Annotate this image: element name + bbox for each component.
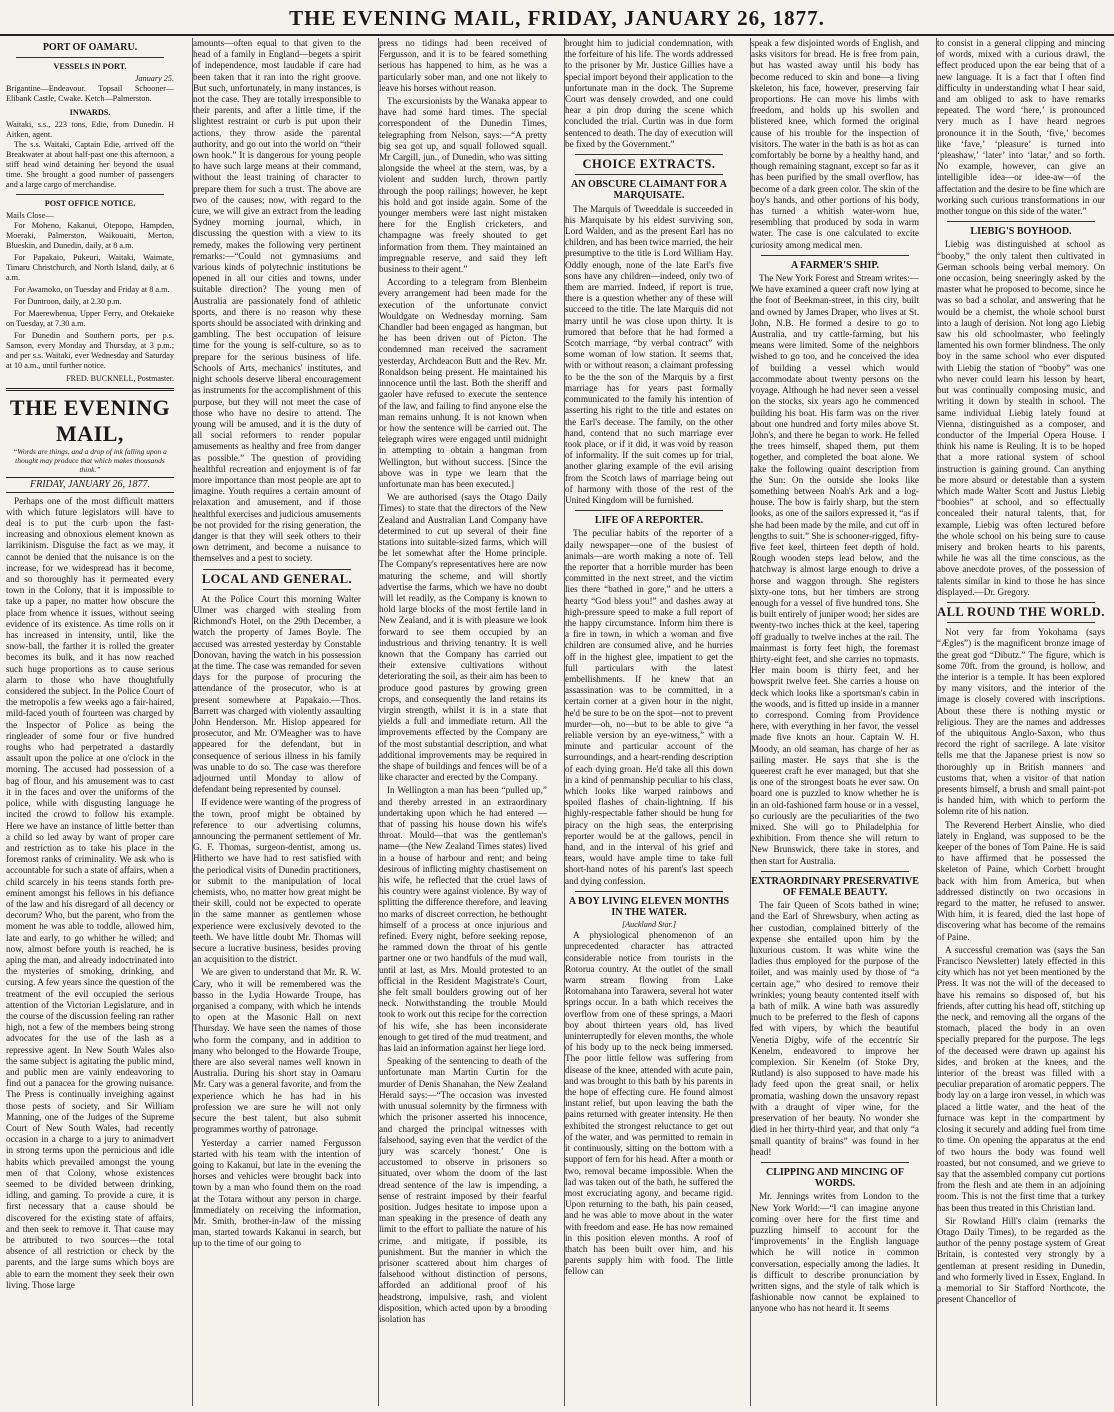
columns [6,38,1108,1406]
local-paragraph: We are authorised (says the Otago Daily Times) to state that the directors of the New Zealand and Australian Land Company have determined to cut up several of their fine stations into suitable-sized farms, which will be let somewhat after the Home principle. The Company's representatives here are now maturing the scheme, and will shortly advertise the farms, which we have no doubt will let readily, as the Company is known to hold large blocks of the most fertile land in New Zealand, and it is with pleasure we look forward to see them occupied by an industrious and thriving tenantry. It is well known that the Company has carried out their extensive cultivations without deteriorating the soil, as their aim has been to produce good pastures by growing green crops, and consequently the land retains its virgin strength, whilst it is in a state that yields a full and immediate return. All the improvements effected by the Company are of the most substantial description, and what additional improvements may be required in the shape of buildings and fences will be of a like character and erected by the Company. [379,492,547,783]
article-body: The fair Queen of Scots bathed in wine; and the Earl of Shrewsbury, when acting as her custodian, complained bitterly of the expense she entailed upon him by the luxurious custom. It was white wine the ladies thus employed for the purpose of the toilet, and was mainly used by those of “a certain age,” who desired to remove their wrinkles; young beauty contented itself with a bath of milk. A wine bath was assuredly much to be preferred to the flesh of capons fed with vipers, by which the beautiful Venetia Digby, wife of the eccentric Sir Kenelm, endeavored to improve her complexion. Sir Kenelm (of Stoke Dry, Rutland) is also supposed to have made his lady feed upon the great snail, or helix promatia, washing down the unsavory repast with a draught of viper wine, for the preservation of her beauty. No wonder she died in her thirty-third year, and that only “a small quantity of brains” was found in her head! [751,900,919,1157]
po-line: For Duntroon, daily, at 2.30 p.m. [14,297,122,307]
po-line: Mails Close— [6,211,54,221]
column-4 [564,38,733,1406]
article-title: AN OBSCURE CLAIMANT FOR A MARQUISATE. [571,179,727,202]
article-body: Mr. Jennings writes from London to the New York World:—“I can imagine anyone coming over here for the first time and puzzling himself to account for the ‘improvements’ in the English language which he will notice in common conversation, especially among the ladies. It is difficult to describe pronunciation by written signs, and the style of talk which is fashionable now cannot be explained to anyone who has not heard it. It seems [751,1191,919,1314]
po-line: For Awamoko, on Tuesday and Friday at 8 a.m. [14,285,170,295]
article-title: A BOY LIVING ELEVEN MONTHS IN THE WATER. [568,895,730,919]
leader-continued: amounts—often equal to that given to the head of a family in England—begets a spirit of independence, most laudable if care had been taken that it ran into the right groove. But such, unfortunately, in many instances, is not the case. They are totally irresponsible to their parents, and after a little time, if the slightest restraint or curb is put upon their actions, they throw aside the parental authority, and go out into the world on “their own hook.” It is dangerous for young people to have such large means at their command, without the least training of character to prepare them for such a trust. The above are two of the causes; now, with regard to the cure, we will give an extract from the leading Sydney morning journal, which, in discussing the question with a view to its remedy, makes the following very pertinent remarks:—“Could not gymnasiums and various kinds of polytechnic institutions be opened in all our cities and towns, under suitable direction? The young men of Australia are passionately fond of athletic sports, and there is no reason why these sports should be associated with drinking and gambling. The best occupation of leisure time for the young is self-culture, so as to prepare for the serious business of life. Schools of Arts, mechanics' institutes, and night schools deserve liberal encouragement as instruments for the accomplishment of this purpose, but they will not meet the case of those who have no desire to attend. The young will be amused, and it is the duty of all social reformers to render popular amusements as healthy and free from danger as possible.” The question of providing healthful recreation and enjoyment is of far more importance than most people are apt to imagine. Youth requires a certain amount of relaxation and amusement, and if those healthful exercises and judicious amusements be not provided for the rising generation, the danger is that they will seek others to their own detriment, and become a nuisance to themselves and a pest to society. [193,38,361,564]
po-line: For Dunedin and Southern ports, per p.s. Samson, every Monday and Thursday, at 3 p.m.; and per s.s. Waitaki, ever Wednesday and Saturday at 10 a.m., until further notice. [6,331,174,371]
port-title: PORT OF OAMARU. [42,42,138,53]
article-body: Sir Rowland Hill's claim (remarks the Otago Daily Times), to be regarded as the author of the penny postage system of Great Britain, is contested very strongly by a gentleman at present residing in Dunedin, and who formerly lived in Essex, England. In a memorial to Sir Stafford Northcote, the present Chancellor of [937,1215,1105,1305]
paper-motto: “Words are things, and a drop of ink falling upon a thought may produce that which makes thousands think.” [13,447,167,475]
masthead: THE EVENING MAIL, FRIDAY, JANUARY 26, 1877. [0,6,1114,36]
column-3 [378,38,547,1406]
po-line: For Maerewhenua, Upper Ferry, and Otekaieke on Tuesday, at 7.30 a.m. [6,309,174,329]
inwards-note: The s.s. Waitaki, Captain Edie, arrived off the Breakwater at about half-past one this afternoon, a stiff head wind detaining her beyond the usual time. She brought a good number of passengers and a large cargo of merchandise. [6,140,174,190]
article-body: Liebig was distinguished at school as “booby,” the only talent then cultivated in German schools being verbal memory. On one occasion, being sneeringly asked by the master what he proposed to become, since he was so bad a scholar, and answering that he would be a chemist, the whole school burst into a laugh of derision. Not long ago Liebig saw his old schoolmaster, who feelingly lamented his own former blindness. The only boy in the same school who ever disputed with Liebig the station of “booby” was one who never could learn his lesson by heart, but was continually composing music, and writing it down by stealth in school. The same individual Liebig lately found at Vienna, distinguished as a composer, and conductor of the Imperial Opera House. I think his name is Reuling. It is to be hoped that a more rational system of school instruction is gaining ground. Can anything be more absurd or detestable than a system which made Walter Scott and Justus Liebig “boobies” at school, and so effectually concealed their natural talents, that, for example, Liebig was often lectured before the whole school on his being sure to cause misery and broken hearts to his parents, while he was all the time conscious, as the above anecdote proves, of the possession of talents similar in kind to those he has since displayed.—Dr. Gregory. [937,239,1105,597]
local-paragraph: At the Police Court this morning Walter Ulmer was charged with stealing from Richmond's Hotel, on the 29th December, a watch the property of James Boyle. The accused was arrested yesterday by Constable Donovan, having the watch in his possession at the time. The case was remanded for seven days for the purpose of procuring the attendance of the prosecutor, who is at present somewhere at Papakaio.—Thos. Barrett was charged with violently assaulting John Henderson. Mr. Hislop appeared for prosecutor, and Mr. O'Meagher was to have appeared for the defendant, but in consequence of serious illness in his family was unable to do so. The case was therefore adjourned until Monday to allow of defendant being represented by counsel. [193,593,361,795]
vessels-date: January 25. [134,74,174,84]
all-round-world-title: ALL ROUND THE WORLD. [937,604,1105,619]
local-paragraph: The excursionists by the Wanaka appear to have had some hard times. The special correspondent of the Dunedin Times, telegraphing from Nelson, says:—“A pretty big sea got up, and squall followed squall. Mr Cargill, jun., of Dunedin, who was sitting alongside the wheel at the stern, was, by a violent and sudden lurch, thrown partly through the poop railings; however, he kept his hold and got inside again. Some of the younger members were last night mistaken here for the English cricketers, and champagne was freely shouted to get information from them. They maintained an impregnable reserve, and said they left business to their agent.” [379,96,547,275]
article-title: A FARMER'S SHIP. [790,259,880,271]
vessels-list: Brigantine—Endeavour. Topsail Schooner—Elibank Castle, Cwake. Ketch—Palmerston. [6,84,174,104]
article-body: The peculiar habits of the reporter of a daily newspaper—one of the busiest of animals—are worth making a note of. Tell the reporter that a horrible murder has been committed in the next street, and the victim lies there “bathed in gore,” and he utters a hearty “God bless you!” and dashes away at high-pressure speed to make a full report of the happy circumstance. Inform him there is a fire in town, in which a woman and five children are consumed alive, and he hurries off in the highest glee, impatient to get the full particulars with the latest embellishments. If he knew that an assassination was to be committed, in a certain corner at a given hour in the night, he'd be sure to be on the spot—not to prevent murder—oh, no—but to be able to give “a reliable version by an eye-witness,” with a minute and particular account of the surroundings, and a heart-rending description of each dying groan. He'd take all this down in a kind of penmanship peculiar to his class, which looks like warped rainbows and spoiled flashes of chain-lightning. If his highly-respectable father should be hung for piracy on the high seas, the enterprising reporter would be at the gallows, pencil in hand, and in the interval of his grief and tears, would have ample time to take full short-hand notes of his parent's last speech and dying confession. [565,528,733,886]
po-line: For Papakaio, Pukeuri, Waitaki, Waimate, Timaru Christchurch, and North Island, daily, at 6 a.m. [6,253,174,283]
article-title: CLIPPING AND MINCING OF WORDS. [765,1166,905,1190]
local-paragraph: press no tidings had been received of Fergusson, and it is to be feared something serious has happened to him, as he was a particularly sober man, and one not likely to leave his horses without reason. [379,38,547,93]
choice-extracts-title: CHOICE EXTRACTS. [582,157,716,172]
po-line: For Moheno, Kakanui, Otepopo, Hampden, Moeraki, Palmerston, Waikouaiti, Merton, Blueskin, and Dunedin, daily, at 8 a.m. [6,221,174,251]
column-1 [6,38,174,1406]
article-body: A successful cremation was (says the San Francisco Newsletter) lately effected in this city which has not yet been mentioned by the Press. It was not the will of the deceased to have his remains so disposed of, but his friends, after cutting his head off, stitching up the neck, and removing all the organs of the stomach, placed the body in an oven specially prepared for the purpose. The legs of the deceased were drawn up against his sides, and broken at the knees, and the interior of the breast was filled with a peculiar preparation of aromatic peppers. The body lay on a large iron vessel, in which was placed a little water, and the heat of the furnace was kept in the compartment by closing it securely and adding fuel from time to time. On opening the apparatus at the end of two hours the body was found well roasted, but not consumed, and we grieve to say that the assembled company cut portions from the flesh and ate them in an adjoining room. This is not the first time that a turkey has been thus treated in this Christian land. [937,944,1105,1213]
dateline: FRIDAY, JANUARY 26, 1877. [6,477,174,492]
local-paragraph: We are given to understand that Mr. R. W. Cary, who it will be remembered was the basso in the Lydia Howarde Troupe, has organised a company, with which he intends to open at the Masonic Hall on next Thursday. We have seen the names of those who form the company, and in addition to many who belonged to the Howarde Troupe, there are also several names well known in Australia. During his short stay in Oamaru Mr. Cary was a general favorite, and from the experience which he has had in his profession we are sure he will not only secure the best talent, but also submit programmes worthy of patronage. [193,967,361,1135]
article-body: to consist in a general clipping and mincing of words, mixed with a curious drawl, the effect produced upon the ear being that of a new language. It is a fact that I often find difficulty in understanding what I hear said, and am obliged to ask to have remarks repeated. The word ‘here,’ is pronounced very much as I have heard negroes pronounce it in the South, ‘five,’ becomes like ‘fave,’ ‘pleasure’ is turned into ‘pleashaw,’ ‘later’ into ‘latar,’ and so forth. No example, however, can give an intelligible idea—or idee-aw—of the affectation and the desire to be fine which are working such curious transformations in our mother tongue on this side of the water.” [937,38,1105,217]
article-body: Not very far from Yokohama (says “Ægles”) is the magnificent bronze image of the great god “Dibutz.” The figure, which is some 70ft. from the ground, is hollow, and the interior is a temple. It has been explored by many visitors, and the interior of the image is closely covered with inscriptions. About these there is nothing mystic or religious. They are the names and addresses of the ubiquitous Anglo-Saxon, who thus record the right of sacrilege. A late visitor tells me that the Japanese priest is now so thoroughly up in British manners and customs that, when a visitor of that nation presents himself, a brush and small paint-pot is handed him, with which to perform the solemn rite of his nation. [937,627,1105,817]
inwards-text: Waitaki, s.s., 223 tons, Edie, from Dunedin. H Aitken, agent. [6,120,174,140]
article-source: [Auckland Star.] [621,920,677,930]
column-2 [192,38,361,1406]
po-signature: FRED. BUCKNELL, Postmaster. [66,374,174,384]
local-paragraph: In Wellington a man has been “pulled up,” and thereby arrested in an extraordinary undertaking upon which he had entered —that of passing his house down his wife's throat. Mould—that was the gentleman's name—(the New Zealand Times states) lived in a house of harbour and rent; and being desirous of inflicting mighty chastisement on his wife, he reflected that the cruel laws of his country were against violence. By way of splitting the difference therefore, and leaving no marks of discreet correction, he bethought himself of a process at once injurious and refined. Every night, before seeking repose, he rammed down the throat of his gentle partner one or two handfuls of the mud wall, until at last, as Mrs. Mould protested to an official in the Resident Magistrate's Court, she felt small boulders growing out of her neck. Notwithstanding the trouble Mould took to work out this recipe for the correction of his wife, she has been inconsiderate enough to get tired of the mud treatment, and has laid an information against her liege lord. [379,785,547,1054]
article-body: The Marquis of Tweeddale is succeeded in his Marquisate by his eldest surviving son, Lord Walden, and as the present Earl has no children, and has been twice married, the heir presumptive to the title is Lord William Hay. Oddly enough, none of the late Earl's five sons have any children—indeed, only two of them are married. Indeed, if report is true, there is a question whether any of these will succeed to the title. The late Marquis did not marry until he was close upon thirty. It is rumored that before that he had formed a Scotch marriage, “by verbal contract” with some woman of low station. It seems that, with or without reason, a claimant professing to be the the son of the Marquis by a first marriage has for years past formally communicated to the family his intention of asserting his right to the title and estates on the Earl's decease. The family, on the other hand, contend that no such marriage ever took place, or if it did, it was void by reason of informality. If the suit comes up for trial, another glaring example of the evil arising from the Scotch laws of marriage being out of harmony with those of the rest of the United Kingdom will be furnished. [565,203,733,505]
column-5 [750,38,919,1406]
post-office-title: POST OFFICE NOTICE. [44,199,136,209]
local-general-title: LOCAL AND GENERAL. [201,571,353,586]
article-title: EXTRAORDINARY PRESERVATIVE OF FEMALE BEAUTY. [751,875,919,899]
inwards-title: INWARDS. [69,108,111,118]
paper-title: THE EVENING MAIL, [9,395,171,447]
article-body: speak a few disjointed words of English, and asks visitors for bread. He is free from pain, but has wasted away until his body has become reduced to skin and bone—a living skeleton, his face, however, preserving fair proportions. He can move his limbs with freedom, and holds up his swollen and blistered knee, which formed the original cause of his trouble for the inspection of visitors. The water in the bath is as hot as can comfortably be borne by a healthy hand, and though remaining stagnant, except so far as it has been purified by the small overflow, has become of a dark green color. The skin of the boy's hands, and other portions of his body, has turned a whitish water-worn hue, resembling that produced by soda in warm water. The case is one calculated to excite curiosity among medical men. [751,38,919,250]
local-paragraph: According to a telegram from Blenheim every arrangement had been made for the execution of the unfortunate convict Wouldgate on Wednesday morning. Sam Chandler had been engaged as hangman, but he has been driven out of Picton. The condemned man received the sacrament yesterday, Archdeacon Butt and the Rev. Mr. Ronaldson being present. He maintained his innocence until the last. Both the sheriff and gaoler have refused to execute the sentence of the law, and failing to find anyone else the man remains unhung. It is not known when or how the sentence will be carried out. The telegraph wires were engaged until midnight in attempting to obtain a hangman from Wellington, but without success. [Since the above was in type we learn that the unfortunate man has been executed.] [379,277,547,489]
article-body: A physiological phenomenon of an unprecedented character has attracted considerable notice from tourists in the Rotorua country. At the outlet of the small warm stream flowing from Lake Rotomahana into Tarawera, several hot water springs occur. In a bath which receives the overflow from one of these springs, a Maori boy about thirteen years old, has lived uninterruptedly for eleven months, the whole of his body up to the neck being immersed. The poor little fellow was suffering from disease of the knee, attended with acute pain, and was brought to this bath by his parents in the hope of effecting cure. He found almost instant relief, but upon leaving the bath the pains returned with greater intensity. He then exhibited the strongest reluctance to get out of the water, and was permitted to remain in it continuously, sitting on the bottom with a support of fern for his head. After a month or two, removal became impossible. When the lad was taken out of the bath, he suffered the most excruciating agony, and became rigid. Upon returning to the bath, his pain ceased, and he was able to move about in the water with freedom and ease. He has now remained in this position eleven months. A roof of thatch has been built over him, and his parents supply him with food. The little fellow can [565,930,733,1277]
column-6 [936,38,1105,1406]
local-paragraph: Yesterday a carrier named Fergusson started with his team with the intention of going to Kakanui, but late in the evening the horses and vehicles were brought back into town by a man who found them on the road at the Totara without any person in charge. Immediately on receiving the information, Mr. Smith, brother-in-law of the missing man, started towards Kakanui in search, but up to the time of our going to [193,1137,361,1249]
article-body: The New York Forest and Stream writes:—We have examined a queer craft now lying at the foot of Beekman-street, in this city, built and owned by James Draper, who lives at St. John, N.B. He formed a desire to go to Australia, and try cattle-farming, but his means were limited. Some of the neighbors wished to go too, and he conceived the idea of building a vessel which would accommodate about twenty persons on the voyage. Although he had never seen a vessel on the stocks, six years ago he commenced building his boat. His farm was on the river about one hundred and forty miles above St. John's, and there he began to work. He felled the trees himself, shaped them, put them together, and completed the boat alone. We take the following quaint description from the Sun: On the outside she looks like something between Noah's Ark and a log-house. The bow is fairly sharp, but the stern looks, as one of the sailors expressed it, “as if she had been made by the mile, and cut off in lengths to suit.” She is schooner-rigged, fifty-five feet keel, thirteen feet depth of hold. Rough wooden steps lead below, and the hatchway is almost large enough to drive a horse and waggon through. She registers sixty-one tons, but her timbers are strong enough for a vessel of five hundred tons. She is built entirely of juniper wood; her sides are twenty-two inches thick at the keel, tapering off gradually to twelve inches at the rail. The mainmast is forty feet high, the foremast thirty-eight feet, and she carries no topmasts. Her main boom is thirty feet, and her bowsprit twelve feet. She carries a house on deck which looks like a sportsman's cabin in the woods, and is fitted up inside in a manner to correspond. Coming from Providence here, with everything in her favor, the vessel made five knots an hour. Captain W. H. Moody, an old seaman, has charge of her as sailing master. He says that she is the queerest craft he ever managed, but that she is one of the strongest boats he ever saw. On board one is puzzled to know whether he is in an old-fashioned farm house or in a vessel, so curiously are the peculiarities of the two mixed. She will go to Philadelphia for exhibition. From thence she will return to New Brunswick, there take in stores, and then start for Australia. [751,273,919,866]
local-paragraph: brought him to judicial condemnation, with the forfeiture of his life. The words addressed to the prisoner by Mr. Justice Gillies have a special import beyond their application to the unfortunate man in the dock. The Supreme Court was densely crowded, and one could hear a pin drop during the scene which concluded the trial. Curtin was in due form sentenced to death. The day of execution will be fixed by the Government.” [565,38,733,149]
vessels-title: VESSELS IN PORT. [53,62,127,72]
leader-article: Perhaps one of the most difficult matters with which future legislators will have to deal is to put the curb upon the fast-increasing and obnoxious element known as larrikinism. Disguise the fact as we may, it cannot be denied that the nuisance is on the increase, for we widespread has it become, and so thoroughly has it permeated every town in the Colony, that it is impossible to take up a paper, no matter how obscure the place from whence it issues, without seeing evidence of its existence. As time rolls on it has increased in intensity, until, like the snow-ball, the farther it is rolled the greater becomes its bulk, and it has now reached such huge proportions as to cause serious alarm to those who have thoughtfully considered the subject. In the Police Court of the metropolis a few weeks ago a fair-haired, mild-faced youth of fourteen was charged by the Inspector of Police as being the ringleader of some four or five hundred roughs who had perpetrated a dastardly assault upon the police at one o'clock in the morning. The accused had possession of a bag of flour, and his amusement was to cast it in the faces and over the uniforms of the police, while with disgusting language he incited the crowd to follow his example. Here we have an instance of little better than a child so led away by want of proper care and restriction as to take his place in the foremost ranks of criminality. We ask who is accountable for such a state of affairs, when a child scarcely in his teens stands forth pre-eminent amongst his fellows in his defiance of the law and his disregard of all decency or decorum? Who, but the parent, who from the moment he was able to toddle, allowed him, late and early, to go whither he willed; and now, almost before youth is reached, he is aping the man, and already indoctrinated into the mysteries of smoking, drinking, and cursing. A few years since the question of the treatment of the evil occupied the serious attention of the Victorian Legislature, and in the course of the discussion feeling ran rather high, not a few of the members being strong advocates for the use of the lash as a repressive agent. In New South Wales also the same subject is agitating the public mind, and public men are vainly endeavoring to find out a panacea for the growing nuisance. The Press is continually inveighing against those pests of society, and Sir William Manning, one of the Judges of the Supreme Court of New South Wales, had recently occasion in a charge to a jury to animadvert in strong terms upon the pernicious and idle habits which prevailed amongst the young men of that Colony, whose existences seemed to be divided between drinking, idling, and gaming. To provide a cure, it is first necessary that a cause should be discovered for the existing state of affairs, and then seek to remove it. That cause may be attributed to two sources—the total absence of all restriction or check by the parents, and the large sums which boys are able to earn the moment they seek their own living. Those large [6,495,174,1290]
article-body: The Reverend Herbert Ainslie, who died lately in England, was supposed to be the keeper of the bones of Tom Paine. He is said to have affirmed that he possessed the skeleton of Paine, which Corbett brought back with him from America, but when addressed distinctly on two occasions in regard to the matter, he refused to answer. With him, it is feared, died the last hope of discovering what has become of the remains of Paine. [937,819,1105,942]
article-title: LIEBIG'S BOYHOOD. [970,226,1072,238]
local-paragraph: If evidence were wanting of the progress of the town, proof might be obtained by reference to our advertising columns, announcing the permanent settlement of Mr. G. F. Thomas, surgeon-dentist, among us. Hitherto we have had to rest satisfied with the periodical visits of Dunedin practitioners, or submit to the manipulation of local chemists, who, no matter how great might be their skill, could not be expected to operate in the same manner as gentlemen whose experience were exclusively devoted to the teeth. We have little doubt Mr. Thomas will secure a lucrative business, besides proving an acquisition to the district. [193,797,361,965]
local-paragraph: Speaking of the sentencing to death of the unfortunate man Martin Curtin for the murder of Denis Shanahan, the New Zealand Herald says:—“The occasion was invested with unusual solemnity by the firmness with which the prisoner asserted his innocence, and charged the principal witnesses with falsehood, saying even that the verdict of the jury was scarcely ‘honest.’ One is accustomed to observe in prisoners so situated, over whom the doom of the last dread sentence of the law is impending, a sense of restraint imposed by their fearful position. Judges hesitate to impose upon a man speaking in the presence of death any limit to the effort to palliate the nature of his crime, and mitigate, if possible, its punishment. But the manner in which the prisoner scattered about him charges of falsehood without distinction of persons, afforded an additional proof of his headstrong, impulsive, rash, and violent disposition, which acted upon by a brooding isolation has [379,1056,547,1324]
article-title: LIFE OF A REPORTER. [594,515,704,527]
